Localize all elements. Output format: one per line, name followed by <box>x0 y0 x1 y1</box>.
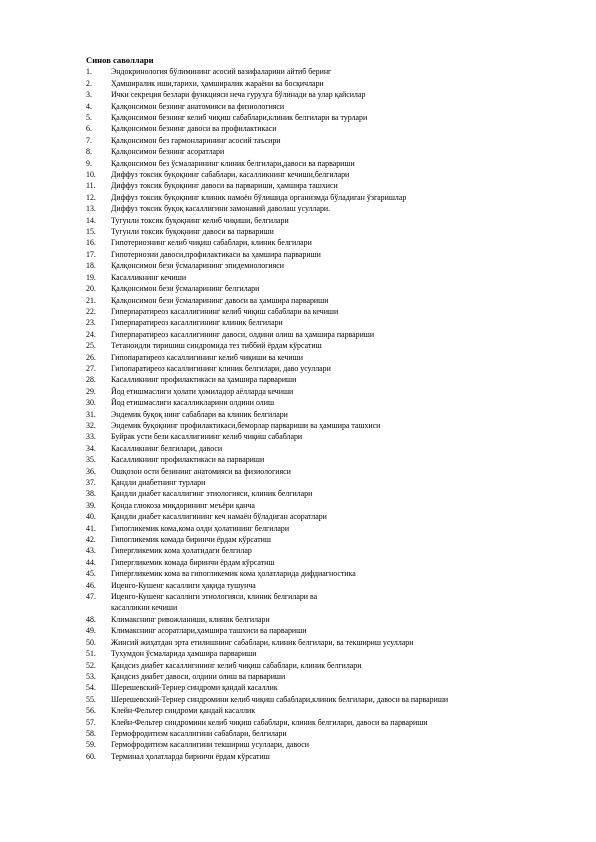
list-item <box>86 717 591 728</box>
item-number: 43. <box>86 546 96 556</box>
item-number: 36. <box>86 466 96 476</box>
item-number: 33. <box>86 432 96 442</box>
list-item <box>86 500 591 511</box>
document-page <box>86 55 591 762</box>
item-text: Клейн-Фельтер синдромини келиб чиқиш сабаблари, клиник белгилари, давоси ва парвариши <box>111 717 428 727</box>
item-text: Касалликнинг профилактикаси ва парвариши <box>111 455 265 465</box>
item-text: Қонда глюкоза миқдорининг меъёри қанча <box>111 500 255 510</box>
item-number: 17. <box>86 249 96 259</box>
item-text: Қалқонсимон безнинг анатомияси ва физиологияси <box>111 101 285 111</box>
item-number: 7. <box>86 135 92 145</box>
list-item <box>86 340 591 351</box>
item-text: Қалқонсимон бези ўсмаларининг давоси ва ҳамшира парвариши <box>111 295 329 305</box>
item-text: Гермофродитизм касаллигини текшириш усуллари, давоси <box>111 740 310 750</box>
item-text: Буйрак усти бези касаллигининг келиб чиқиш сабаблари <box>111 432 303 442</box>
item-text: Гипергликемик комада биринчи ёрдам кўрсатиш <box>111 557 275 567</box>
list-item <box>86 694 591 705</box>
list-item <box>86 625 591 636</box>
list-item <box>86 306 591 317</box>
list-item <box>86 511 591 522</box>
item-number: 20. <box>86 284 96 294</box>
item-text: Тугунли токсик буқоқнинг келиб чиқиши, белгилари <box>111 215 289 225</box>
item-number: 3. <box>86 90 92 100</box>
list-item <box>86 454 591 465</box>
list-item <box>86 249 591 260</box>
list-item <box>86 123 591 134</box>
item-text: Шерешевский-Тернер синдромини келиб чиқиш сабаблари,клиник белгилари, давоси ва парвариши <box>111 694 449 704</box>
item-text: Диффуз токсик буқоқ касаллигини замонавий даволаш усуллари. <box>111 204 331 214</box>
item-number: 29. <box>86 386 96 396</box>
item-number: 10. <box>86 170 96 180</box>
list-item <box>86 534 591 545</box>
item-number: 37. <box>86 478 96 488</box>
item-number: 22. <box>86 306 96 316</box>
item-text: Эндокринология бўлимининг асосий вазифаларини айтиб беринг <box>111 67 332 77</box>
item-text: Қалқонсимон без ўсмаларининг клиник белгилари,давоси ва парвариши <box>111 158 355 168</box>
list-item <box>86 580 591 591</box>
item-number: 42. <box>86 535 96 545</box>
item-text: Қалқонсимон безнинг асоратлари <box>111 147 225 157</box>
item-number: 45. <box>86 569 96 579</box>
item-number: 31. <box>86 409 96 419</box>
item-number: 2. <box>86 78 92 88</box>
item-number: 56. <box>86 706 96 716</box>
item-text: Диффуз токсик буқоқнинг давоси ва парвариши, ҳамшира ташхиси <box>111 181 338 191</box>
item-text: Гермофродитизм касаллигини сабаблари, белгилари <box>111 728 287 738</box>
item-number: 48. <box>86 614 96 624</box>
list-item <box>86 420 591 431</box>
item-text: Гипотериозни давоси,профилактикаси ва ҳамшира парвариши <box>111 249 321 259</box>
list-item <box>86 283 591 294</box>
item-text: Климакснинг ривожланиши, клиник белгилари <box>111 614 270 624</box>
item-text: Гипогликемик комада биринчи ёрдам кўрсатиш <box>111 535 271 545</box>
list-item <box>86 397 591 408</box>
item-number: 47. <box>86 592 96 602</box>
list-item <box>86 295 591 306</box>
item-number: 1. <box>86 67 92 77</box>
item-number: 18. <box>86 261 96 271</box>
item-number: 50. <box>86 637 96 647</box>
item-text: Гипопаратиреоз касаллигининг клиник белгилари, даво усуллари <box>111 363 331 373</box>
item-number: 12. <box>86 192 96 202</box>
list-item <box>86 112 591 123</box>
list-item <box>86 329 591 340</box>
item-number: 44. <box>86 557 96 567</box>
item-text: Диффуз токсик буқоқнинг клиник намоён бўлишида организмда бўладиган ўзгаришлар <box>111 192 407 202</box>
item-number: 30. <box>86 398 96 408</box>
item-number: 57. <box>86 717 96 727</box>
item-text: Гипопаратиреоз касаллигининг келиб чиқиши ва кечиши <box>111 352 303 362</box>
item-number: 6. <box>86 124 92 134</box>
item-number: 15. <box>86 227 96 237</box>
list-item <box>86 671 591 682</box>
page-title: Синов саволлари <box>86 55 154 65</box>
item-text: Ички секреция безлари функцияси неча гуруҳга бўлинади ва улар қайсилар <box>111 90 366 100</box>
item-number: 53. <box>86 671 96 681</box>
item-text: Гипотериознинг келиб чиқиш сабаблари, клиник белгилари <box>111 238 312 248</box>
item-number: 34. <box>86 443 96 453</box>
item-number: 24. <box>86 329 96 339</box>
item-number: 55. <box>86 694 96 704</box>
list-item <box>86 352 591 363</box>
item-number: 51. <box>86 649 96 659</box>
item-text: Қандсиз диабет касаллигининг келиб чиқиш сабаблари, клиник белгилари <box>111 660 362 670</box>
list-item <box>86 386 591 397</box>
list-item <box>86 215 591 226</box>
item-text: Гипергликемик кома ҳолатидаги белгилар <box>111 546 252 556</box>
item-text: Ошқозон ости безининг анатомияси ва физиологияси <box>111 466 291 476</box>
list-item <box>86 89 591 100</box>
item-number: 5. <box>86 113 92 123</box>
item-number: 16. <box>86 238 96 248</box>
item-number: 49. <box>86 626 96 636</box>
list-item <box>86 682 591 693</box>
list-item <box>86 101 591 112</box>
item-text: Гиперпаратиреоз касаллигининг клиник белгилари <box>111 318 283 328</box>
item-text: Қандсиз диабет давоси, олдини олиш ва парвариши <box>111 671 286 681</box>
list-item <box>86 363 591 374</box>
list-item <box>86 557 591 568</box>
item-text: Гипогликемик кома,кома олди ҳолатининг белгилари <box>111 523 290 533</box>
list-item <box>86 272 591 283</box>
item-number: 23. <box>86 318 96 328</box>
list-item <box>86 374 591 385</box>
item-text: Иценго-Кушенг касаллиги этиологияси, клиник белгилари ва <box>111 592 318 602</box>
item-text: Тетаноидли тиришиш синдромида тез тиббий ёрдам кўрсатиш <box>111 341 322 351</box>
item-text: Эндемик буқоқнинг профилактикаси,беморлар парвариши ва ҳамшира ташхиси <box>111 420 381 430</box>
list-item <box>86 409 591 420</box>
list-item <box>86 135 591 146</box>
item-number: 52. <box>86 660 96 670</box>
question-list <box>86 66 591 762</box>
item-number: 9. <box>86 158 92 168</box>
item-text: Жинсий жиҳатдан эрта етилишнинг сабаблари, клиник белгилари, ва текшириш усуллари <box>111 637 414 647</box>
item-text: Қалқонсимон безнинг келиб чиқиш сабаблари,клиник белгилари ва турлари <box>111 113 368 123</box>
item-text: Тугунли токсик буқоқнинг давоси ва парвариши <box>111 227 274 237</box>
list-item <box>86 568 591 579</box>
list-item <box>86 192 591 203</box>
item-text: Қандли диабетнинг турлари <box>111 478 206 488</box>
item-text-continuation: касалликни кечиши <box>111 603 178 613</box>
item-text: Касалликнинг профилактикаси ва ҳамшира парвариши <box>111 375 297 385</box>
item-text: Эндемик буқоқ нинг сабаблари ва клиник белгилари <box>111 409 288 419</box>
list-item <box>86 660 591 671</box>
list-item <box>86 66 591 77</box>
item-text: Йод етишмаслиги касалликларини олдини олиш <box>111 398 275 408</box>
item-number: 19. <box>86 272 96 282</box>
list-item <box>86 477 591 488</box>
item-text: Клейн-Фельтер синдроми қандай касаллик <box>111 706 256 716</box>
list-item <box>86 78 591 89</box>
item-text: Шерешевский-Тернер синдроми қандай касаллик <box>111 683 278 693</box>
item-number: 40. <box>86 512 96 522</box>
list-item <box>86 614 591 625</box>
list-item <box>86 317 591 328</box>
list-item <box>86 180 591 191</box>
item-text: Терминал ҳолатларда биринчи ёрдам кўрсатиш <box>111 751 270 761</box>
list-item <box>86 591 591 602</box>
list-item <box>86 705 591 716</box>
list-item <box>86 260 591 271</box>
item-text: Йод етишмаслиги ҳолати ҳомиладор аёлларда кечиши <box>111 386 294 396</box>
list-item <box>86 203 591 214</box>
item-text: Касалликнинг белгилари, давоси <box>111 443 223 453</box>
item-number: 13. <box>86 204 96 214</box>
list-item <box>86 431 591 442</box>
list-item <box>86 466 591 477</box>
list-item <box>86 443 591 454</box>
list-item <box>86 488 591 499</box>
item-text: Ҳамширалик иши,тарихи, ҳамширалик жараёни ва босқичлари <box>111 78 324 88</box>
list-item <box>86 728 591 739</box>
item-number: 60. <box>86 751 96 761</box>
list-item <box>86 158 591 169</box>
item-number: 11. <box>86 181 96 191</box>
list-item <box>86 523 591 534</box>
item-text: Қалқонсимон бези ўсмаларининг белгилари <box>111 284 260 294</box>
item-number: 58. <box>86 728 96 738</box>
list-item <box>86 545 591 556</box>
item-text: Касалликнинг кечиши <box>111 272 187 282</box>
item-number: 54. <box>86 683 96 693</box>
item-text: Диффуз токсик буқоқнинг сабаблари, касалликнинг кечиши,белгилари <box>111 170 350 180</box>
item-text: Тухумдон ўсмаларида ҳамшира парвариши <box>111 649 257 659</box>
item-number: 41. <box>86 523 96 533</box>
item-number: 32. <box>86 420 96 430</box>
item-number: 35. <box>86 455 96 465</box>
item-text: Гиперпаратиреоз касаллигининг келиб чиқиш сабаблари ва кечиши <box>111 306 339 316</box>
item-text: Қалқонсимон без гармонларининг асосий таъсири <box>111 135 281 145</box>
list-item <box>86 751 591 762</box>
item-text: Қандли диабет касаллигинг этиологияси, клиник белгилари <box>111 489 313 499</box>
list-item <box>86 226 591 237</box>
list-item-continuation <box>86 602 591 613</box>
item-number: 28. <box>86 375 96 385</box>
list-item <box>86 146 591 157</box>
item-number: 21. <box>86 295 96 305</box>
item-text: Климакснинг асоратлари,ҳамшира ташхиси ва парвариши <box>111 626 307 636</box>
item-number: 46. <box>86 580 96 590</box>
item-number: 38. <box>86 489 96 499</box>
item-number: 59. <box>86 740 96 750</box>
item-text: Гиперпаратиреоз касаллигининг давоси, олдини олиш ва ҳамшира парвариши <box>111 329 375 339</box>
list-item <box>86 648 591 659</box>
item-number: 4. <box>86 101 92 111</box>
item-number: 27. <box>86 363 96 373</box>
item-text: Иценго-Кушенг касаллиги ҳақида тушунча <box>111 580 256 590</box>
item-text: Қандли диабет касаллигининг кеч намаён бўладиган асоратлари <box>111 512 327 522</box>
list-item <box>86 739 591 750</box>
item-text: Қалқонсимон безнинг давоси ва профилактикаси <box>111 124 277 134</box>
item-number: 39. <box>86 500 96 510</box>
item-number: 8. <box>86 147 92 157</box>
item-number: 25. <box>86 341 96 351</box>
list-item <box>86 237 591 248</box>
list-item <box>86 637 591 648</box>
item-text: Гипергликемик кома ва гипогликемик кома ҳолатларида дифдиагностика <box>111 569 356 579</box>
item-number: 14. <box>86 215 96 225</box>
list-item <box>86 169 591 180</box>
item-text: Қалқонсимон бези ўсмаларининг эпидемиологияси <box>111 261 285 271</box>
item-number: 26. <box>86 352 96 362</box>
